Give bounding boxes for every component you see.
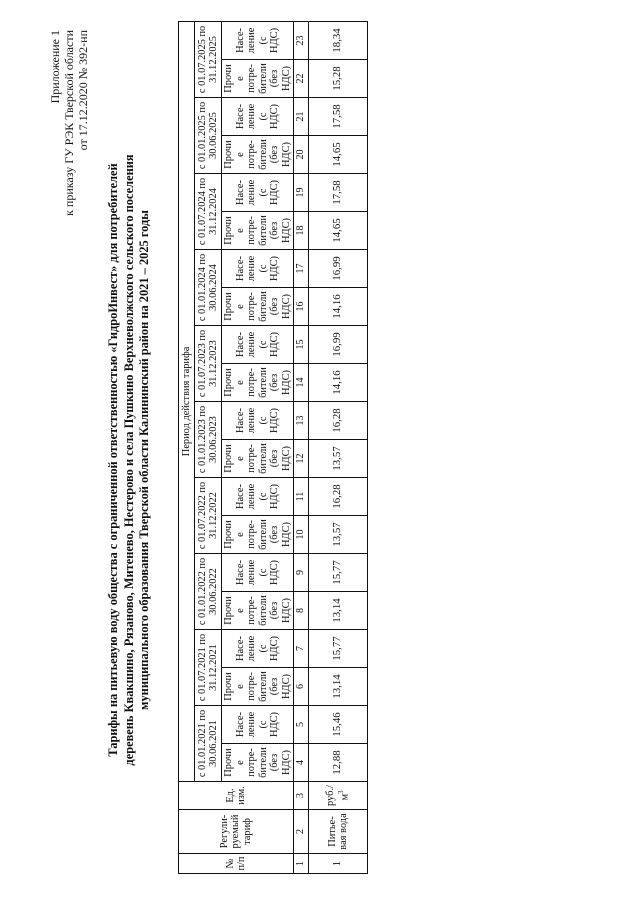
subheader-population: Насе-ление (с НДС) [222, 326, 294, 364]
title-line: деревень Квакшино, Рязаново, Митенево, Нестерово и села Пушкино Верхневолжского сельского поселения [121, 154, 136, 766]
subheader-population: Насе-ление (с НДС) [222, 478, 294, 516]
subheader-other-consumers: Прочие потре-бители (без НДС) [222, 364, 294, 402]
period-header: с 01.01.2024 по 30.06.2024 [195, 250, 222, 326]
subheader-other-consumers: Прочие потре-бители (без НДС) [222, 60, 294, 98]
subheader-other-consumers: Прочие потре-бители (без НДС) [222, 668, 294, 706]
appendix-line: от 17.12.2020 № 392-нп [76, 30, 90, 151]
tariff-value-cell: 14,16 [309, 288, 368, 326]
subheader-population: Насе-ление (с НДС) [222, 21, 294, 59]
subheader-other-consumers: Прочие потре-бители (без НДС) [222, 744, 294, 782]
tariff-value-cell: 17,58 [309, 98, 368, 136]
period-header-row [195, 21, 222, 873]
column-number: 23 [294, 21, 309, 59]
column-number: 7 [294, 630, 309, 668]
period-header: с 01.01.2025 по 30.06.2025 [195, 98, 222, 174]
tariff-value-cell: 13,57 [309, 516, 368, 554]
tariff-value-cell: 17,58 [309, 174, 368, 212]
column-number: 10 [294, 516, 309, 554]
column-number: 11 [294, 478, 309, 516]
title-line: муниципального образования Тверской области Калининский район на 2021 – 2025 годы [137, 210, 151, 710]
column-number: 16 [294, 288, 309, 326]
period-header: с 01.01.2023 по 30.06.2023 [195, 402, 222, 478]
tariff-value-cell: 16,99 [309, 250, 368, 288]
period-header: с 01.07.2024 по 31.12.2024 [195, 174, 222, 250]
unit-superscript: 3 [337, 790, 346, 794]
tariff-value-cell: 16,28 [309, 478, 368, 516]
column-number: 4 [294, 744, 309, 782]
appendix-line: Приложение 1 [48, 30, 62, 104]
column-number: 21 [294, 98, 309, 136]
subheader-population: Насе-ление (с НДС) [222, 174, 294, 212]
subheader-other-consumers: Прочие потре-бители (без НДС) [222, 516, 294, 554]
column-number-row [294, 21, 309, 873]
column-number: 9 [294, 554, 309, 592]
tariff-value-cell: 15,77 [309, 630, 368, 668]
subheader-other-consumers: Прочие потре-бители (без НДС) [222, 212, 294, 250]
table-row [309, 21, 368, 873]
tariff-value-cell: 16,99 [309, 326, 368, 364]
tariff-value-cell: 15,77 [309, 554, 368, 592]
tariff-value-cell: 12,88 [309, 744, 368, 782]
tariff-table [178, 21, 368, 874]
column-number: 20 [294, 136, 309, 174]
column-number: 1 [294, 854, 309, 874]
column-number: 22 [294, 60, 309, 98]
column-number: 3 [294, 782, 309, 810]
column-number: 14 [294, 364, 309, 402]
subheader-other-consumers: Прочие потре-бители (без НДС) [222, 136, 294, 174]
column-number: 2 [294, 810, 309, 854]
tariff-value-cell: 15,46 [309, 706, 368, 744]
column-number: 8 [294, 592, 309, 630]
column-number: 17 [294, 250, 309, 288]
tariff-value-cell: 16,28 [309, 402, 368, 440]
header-period: Период действия тарифа [179, 21, 195, 781]
appendix-note [48, 30, 90, 216]
tariff-value-cell: 18,34 [309, 21, 368, 59]
header-number: № п/п [179, 854, 294, 874]
tariff-value-cell: 14,65 [309, 136, 368, 174]
tariff-value-cell: 13,14 [309, 592, 368, 630]
period-header: с 01.07.2022 по 31.12.2022 [195, 478, 222, 554]
column-number: 6 [294, 668, 309, 706]
column-number: 12 [294, 440, 309, 478]
header-tariff: Регули-руемый тариф [179, 810, 294, 854]
subheader-other-consumers: Прочие потре-бители (без НДС) [222, 288, 294, 326]
unit-base: руб./м [324, 785, 351, 806]
document-title [106, 70, 153, 850]
column-number: 13 [294, 402, 309, 440]
tariff-value-cell: 13,14 [309, 668, 368, 706]
tariff-value-cell: 14,65 [309, 212, 368, 250]
tariff-value-cell: 13,57 [309, 440, 368, 478]
subheader-other-consumers: Прочие потре-бители (без НДС) [222, 440, 294, 478]
rotated-content [20, 10, 620, 890]
header-unit: Ед. изм. [179, 782, 294, 810]
period-header: с 01.07.2025 по 31.12.2025 [195, 21, 222, 97]
subheader-population: Насе-ление (с НДС) [222, 402, 294, 440]
subheader-population: Насе-ление (с НДС) [222, 706, 294, 744]
period-header: с 01.07.2023 по 31.12.2023 [195, 326, 222, 402]
subheader-other-consumers: Прочие потре-бители (без НДС) [222, 592, 294, 630]
column-number: 19 [294, 174, 309, 212]
period-header: с 01.01.2021 по 30.06.2021 [195, 706, 222, 782]
column-number: 15 [294, 326, 309, 364]
row-tariff-name: Питье-вая вода [309, 810, 368, 854]
title-line: Тарифы на питьевую воду общества с ограниченной ответственностью «ГидроИнвест» для потребителей [106, 163, 120, 757]
subheader-population: Насе-ление (с НДС) [222, 554, 294, 592]
tariff-value-cell: 15,28 [309, 60, 368, 98]
appendix-line: к приказу ГУ РЭК Тверской области [62, 30, 76, 216]
column-number: 18 [294, 212, 309, 250]
subheader-row [222, 21, 294, 873]
row-number: 1 [309, 854, 368, 874]
period-header: с 01.07.2021 по 31.12.2021 [195, 630, 222, 706]
column-number: 5 [294, 706, 309, 744]
tariff-value-cell: 14,16 [309, 364, 368, 402]
subheader-population: Насе-ление (с НДС) [222, 250, 294, 288]
subheader-population: Насе-ление (с НДС) [222, 630, 294, 668]
subheader-population: Насе-ление (с НДС) [222, 98, 294, 136]
row-unit [309, 782, 368, 810]
period-header: с 01.01.2022 по 30.06.2022 [195, 554, 222, 630]
